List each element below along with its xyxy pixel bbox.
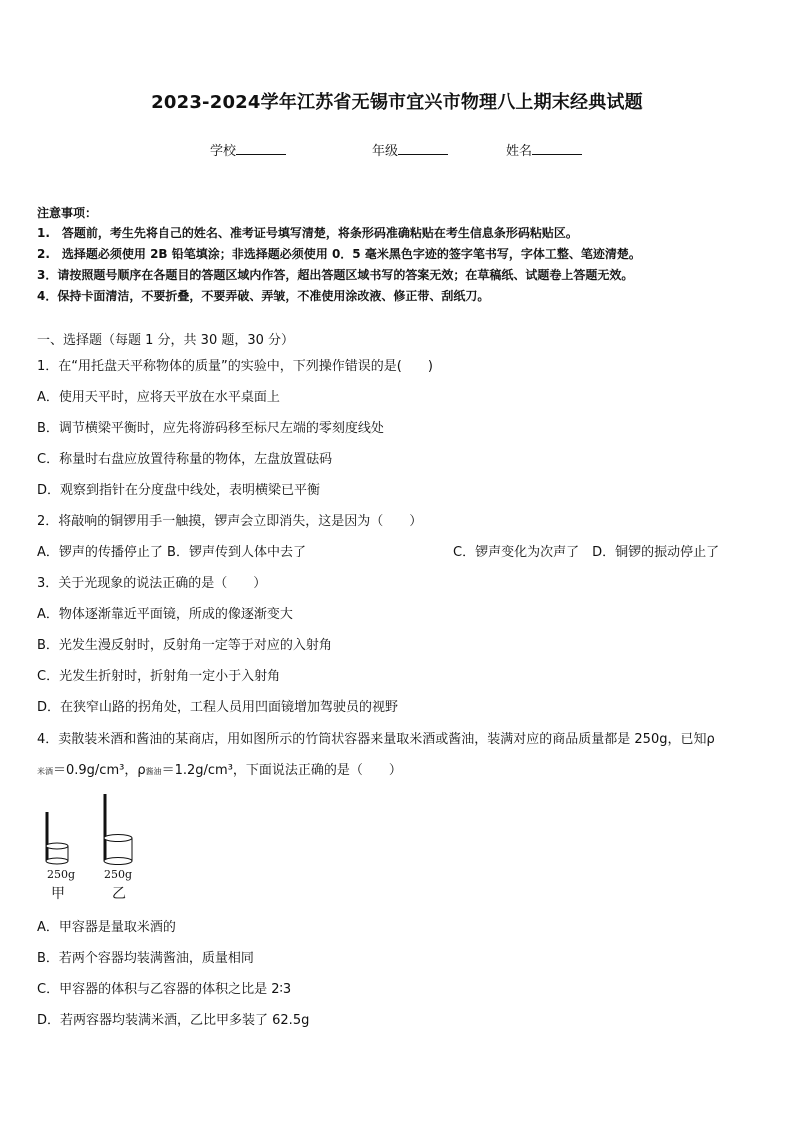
- q4-option-c[interactable]: C．甲容器的体积与乙容器的体积之比是 2∶3: [37, 982, 292, 997]
- grade-blank[interactable]: [398, 142, 448, 155]
- grade-label: 年级: [372, 144, 399, 159]
- notice-item-2: 2. 选择题必须使用 2B 铅笔填涂；非选择题必须使用 0．5 毫米黑色字迹的签字笔书写，字体工整、笔迹清楚。: [37, 247, 641, 261]
- notice-item-3: 3．请按照题号顺序在各题目的答题区域内作答，超出答题区域书写的答案无效；在草稿纸、试题卷上答题无效。: [37, 268, 634, 282]
- q1-option-c[interactable]: C．称量时右盘应放置待称量的物体，左盘放置砝码: [37, 452, 333, 467]
- q3-option-d[interactable]: D．在狭窄山路的拐角处，工程人员用凹面镜增加驾驶员的视野: [37, 700, 399, 715]
- q4-end: ＝1.2g/cm³，下面说法正确的是（ ）: [161, 763, 402, 778]
- q1-option-b[interactable]: B．调节横梁平衡时，应先将游码移至标尺左端的零刻度线处: [37, 421, 384, 436]
- q4-option-a[interactable]: A．甲容器是量取米酒的: [37, 920, 176, 935]
- q3-option-b[interactable]: B．光发生漫反射时，反射角一定等于对应的入射角: [37, 638, 332, 653]
- q3-option-c[interactable]: C．光发生折射时，折射角一定小于入射角: [37, 669, 281, 684]
- q3-stem: 3．关于光现象的说法正确的是（ ）: [37, 576, 267, 591]
- q1-option-d[interactable]: D．观察到指针在分度盘中线处，表明横梁已平衡: [37, 483, 321, 498]
- container-a-label: 甲: [51, 886, 65, 902]
- name-label: 姓名: [506, 144, 533, 159]
- container-a-mass: 250g: [47, 868, 76, 881]
- q2-options-cd[interactable]: C．锣声变化为次声了 D．铜锣的振动停止了: [453, 545, 720, 560]
- q1-stem: 1．在“用托盘天平称物体的质量”的实验中，下列操作错误的是( ): [37, 359, 433, 374]
- grade-field[interactable]: [372, 140, 448, 159]
- q4-mid: ＝0.9g/cm³，ρ: [53, 763, 146, 778]
- school-field[interactable]: [210, 140, 286, 159]
- q2-options-ab[interactable]: A．锣声的传播停止了 B．锣声传到人体中去了: [37, 545, 306, 560]
- school-blank[interactable]: [236, 142, 286, 155]
- container-b-icon: [104, 794, 132, 865]
- school-label: 学校: [210, 144, 237, 159]
- page-title: 2023-2024学年江苏省无锡市宜兴市物理八上期末经典试题: [151, 92, 643, 113]
- name-field[interactable]: [506, 140, 582, 159]
- container-b-label: 乙: [112, 886, 126, 902]
- name-blank[interactable]: [532, 142, 582, 155]
- q4-option-d[interactable]: D．若两容器均装满米酒，乙比甲多装了 62.5g: [37, 1013, 310, 1028]
- q4-option-b[interactable]: B．若两个容器均装满酱油，质量相同: [37, 951, 254, 966]
- q4-stem-line1: 4．卖散装米酒和酱油的某商店，用如图所示的竹筒状容器来量取米酒或酱油，装满对应的商品质量都是 250g，已知ρ: [37, 732, 715, 747]
- notice-heading: 注意事项：: [37, 206, 98, 220]
- q4-sub-rice-wine: 米酒: [37, 767, 53, 776]
- q3-option-a[interactable]: A．物体逐渐靠近平面镜，所成的像逐渐变大: [37, 607, 293, 622]
- q4-sub-soy-sauce: 酱油: [145, 767, 162, 776]
- notice-item-4: 4．保持卡面清洁，不要折叠，不要弄破、弄皱，不准使用涂改液、修正带、刮纸刀。: [37, 289, 490, 303]
- q2-stem: 2．将敲响的铜锣用手一触摸，锣声会立即消失，这是因为（ ）: [37, 514, 423, 529]
- container-b-mass: 250g: [104, 868, 133, 881]
- q4-stem-line2: [37, 759, 402, 778]
- section-heading: 一、选择题（每题 1 分，共 30 题，30 分）: [37, 333, 295, 348]
- container-a-icon: [46, 812, 68, 864]
- q1-option-a[interactable]: A．使用天平时，应将天平放在水平桌面上: [37, 390, 280, 405]
- notice-item-1: 1. 答题前，考生先将自己的姓名、准考证号填写清楚，将条形码准确粘贴在考生信息条形码粘贴区。: [37, 226, 578, 240]
